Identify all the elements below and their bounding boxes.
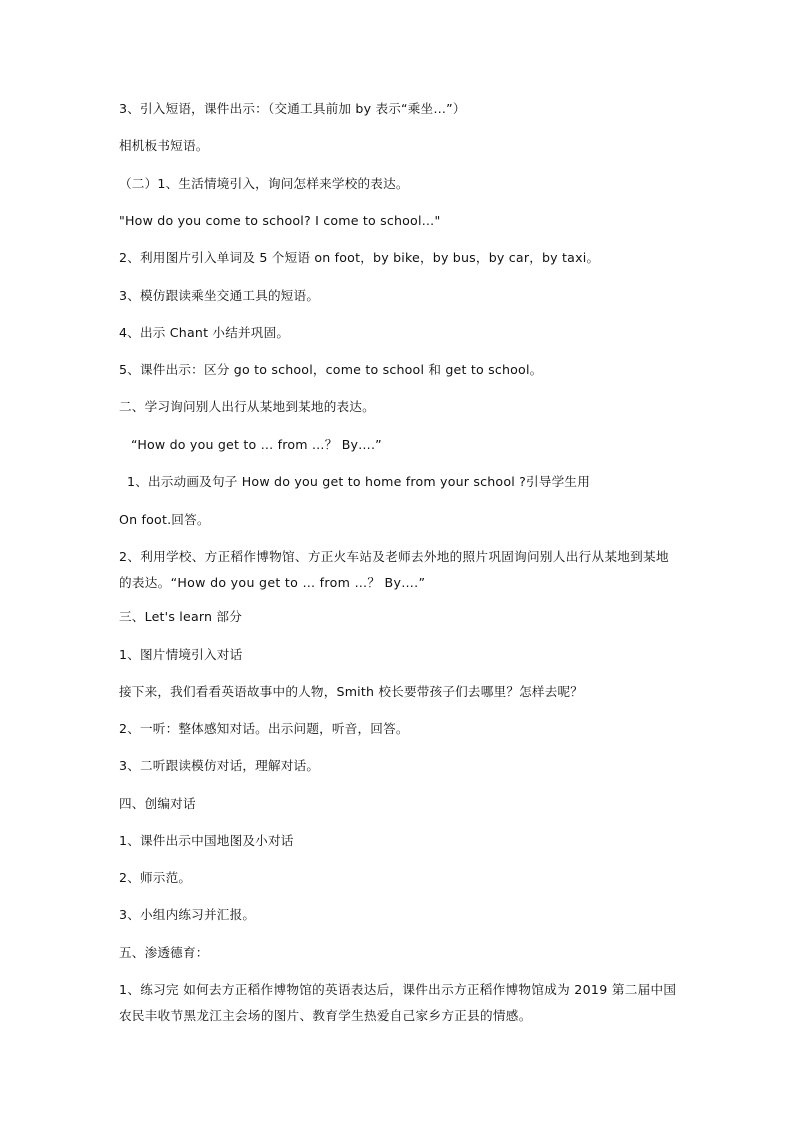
section-five-heading: 五、渗透德育：	[119, 945, 209, 960]
section-two-heading: 二、学习询问别人出行从某地到某地的表达。	[119, 399, 375, 414]
example-dialogue-2: “How do you get to … from …？ By….”	[131, 437, 382, 452]
section-four-heading: 四、创编对话	[119, 796, 196, 811]
step-2-photos: 2、利用学校、方正稻作博物馆、方正火车站及老师去外地的照片巩固询问别人出行从某地到某地的表达。“How do you get to … from …？ By….”	[119, 549, 669, 590]
story-question: 接下来，我们看看英语故事中的人物，Smith 校长要带孩子们去哪里？怎样去呢？	[119, 684, 584, 699]
step-1-picture-dialogue: 1、图片情境引入对话	[119, 647, 243, 662]
section-three-heading: 三、Let's learn 部分	[119, 609, 242, 624]
step-2-demo: 2、师示范。	[119, 870, 192, 885]
section-2-intro: （二）1、生活情境引入，询问怎样来学校的表达。	[119, 176, 409, 191]
example-dialogue-1: "How do you come to school? I come to school…"	[119, 213, 441, 228]
step-2-first-listen: 2、一听：整体感知对话。出示问题，听音，回答。	[119, 721, 409, 736]
step-1-animation: 1、出示动画及句子 How do you get to home from your school ?引导学生用	[127, 474, 590, 489]
step-1-moral-education: 1、练习完 如何去方正稻作博物馆的英语表达后，课件出示方正稻作博物馆成为 2019 第二届中国农民丰收节黑龙江主会场的图片、教育学生热爱自己家乡方正县的情感。	[119, 982, 677, 1023]
board-phrases: 相机板书短语。	[119, 138, 209, 153]
on-foot-answer: On foot.回答。	[119, 512, 210, 527]
step-3-imitate: 3、模仿跟读乘坐交通工具的短语。	[119, 288, 320, 303]
step-2-phrases: 2、利用图片引入单词及 5 个短语 on foot，by bike，by bus，by car，by taxi。	[119, 250, 600, 265]
step-3-phrases: 3、引入短语，课件出示：（交通工具前加 by 表示“乘坐…”）	[119, 101, 466, 116]
step-3-second-listen: 3、二听跟读模仿对话，理解对话。	[119, 758, 320, 773]
step-5-distinguish: 5、课件出示：区分 go to school，come to school 和 get to school。	[119, 362, 543, 377]
step-1-map-dialogue: 1、课件出示中国地图及小对话	[119, 833, 294, 848]
step-4-chant: 4、出示 Chant 小结并巩固。	[119, 325, 290, 340]
step-3-group-practice: 3、小组内练习并汇报。	[119, 907, 256, 922]
